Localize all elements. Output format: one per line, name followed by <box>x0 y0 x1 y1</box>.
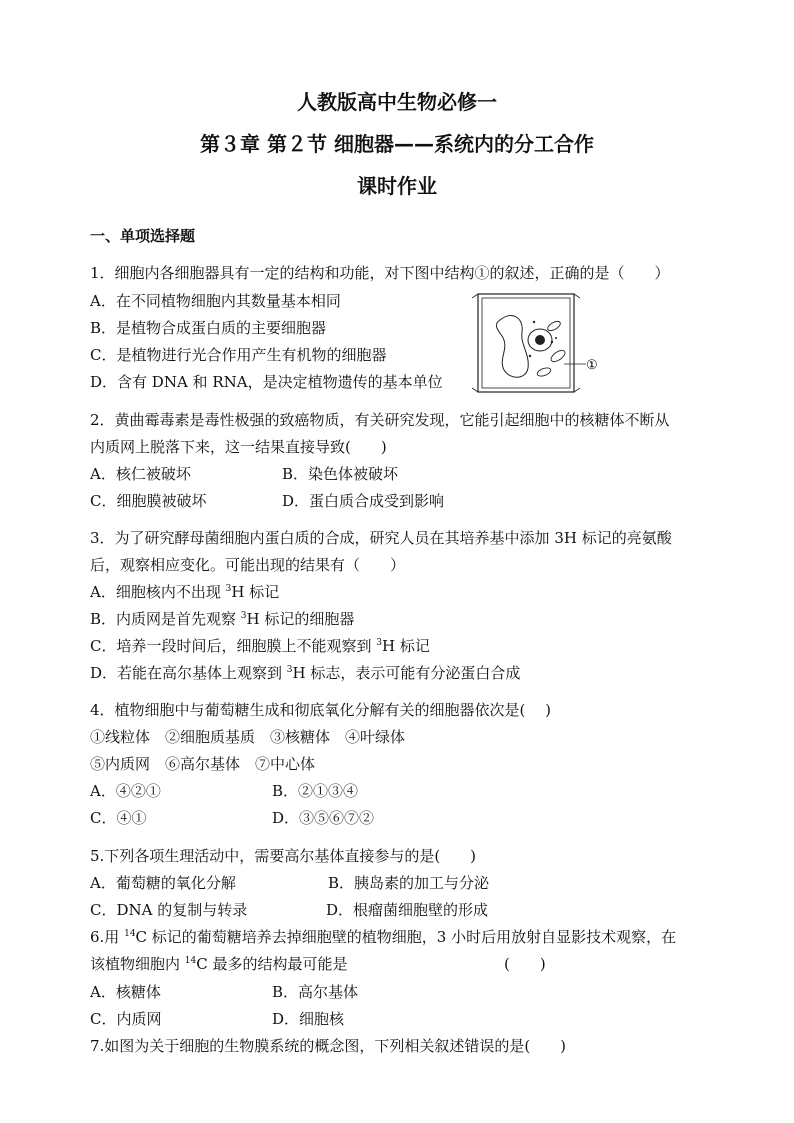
q2-stem-line1: 2．黄曲霉毒素是毒性极强的致癌物质，有关研究发现，它能引起细胞中的核糖体不断从 <box>90 411 670 429</box>
q6-option-c: C．内质网 <box>90 1010 162 1028</box>
plant-cell-figure <box>472 292 602 396</box>
q6-option-d: D．细胞核 <box>272 1010 345 1028</box>
figure-label: ① <box>586 358 598 373</box>
q3-option-c: C．培养一段时间后，细胞膜上不能观察到 $^3$H 标记 <box>90 637 430 655</box>
doc-title-line3: 课时作业 <box>357 174 437 198</box>
q4-stem: 4．植物细胞中与葡萄糖生成和彻底氧化分解有关的细胞器依次是( ) <box>90 701 552 719</box>
doc-title-line2: 第３章 第２节 细胞器——系统内的分工合作 <box>200 132 594 156</box>
section-title: 一、单项选择题 <box>90 227 196 245</box>
q3-stem-line1: 3．为了研究酵母菌细胞内蛋白质的合成，研究人员在其培养基中添加 3H 标记的亮氨酸 <box>90 529 672 547</box>
q2-option-d: D．蛋白质合成受到影响 <box>282 492 445 510</box>
q5-option-b: B．胰岛素的加工与分泌 <box>328 874 490 892</box>
q6-option-a: A．核糖体 <box>90 983 161 1001</box>
q1-option-d: D．含有 DNA 和 RNA，是决定植物遗传的基本单位 <box>90 373 443 391</box>
q4-items-line1: ①线粒体 ②细胞质基质 ③核糖体 ④叶绿体 <box>90 728 406 746</box>
q4-option-d: D．③⑤⑥⑦② <box>272 809 375 827</box>
q4-option-b: B．②①③④ <box>272 782 359 800</box>
q1-stem: 1．细胞内各细胞器具有一定的结构和功能，对下图中结构①的叙述，正确的是（ ） <box>90 264 670 282</box>
q1-option-c: C．是植物进行光合作用产生有机物的细胞器 <box>90 346 387 364</box>
q6-stem-line2: 该植物细胞内 $^{14}$C 最多的结构最可能是 <box>90 955 348 973</box>
q3-stem-line2: 后，观察相应变化。可能出现的结果有（ ） <box>90 556 406 574</box>
q6-stem-line1: 6.用 $^{14}$C 标记的葡萄糖培养去掉细胞壁的植物细胞，3 小时后用放射自显影技术观察，在 <box>90 928 677 946</box>
q4-option-c: C．④① <box>90 809 147 827</box>
q2-option-a: A．核仁被破坏 <box>90 465 191 483</box>
q1-option-a: A．在不同植物细胞内其数量基本相同 <box>90 292 341 310</box>
q5-option-a: A．葡萄糖的氧化分解 <box>90 874 236 892</box>
q6-answer-paren: ( ) <box>504 955 546 973</box>
q2-stem-line2: 内质网上脱落下来，这一结果直接导致( ) <box>90 438 387 456</box>
q5-option-d: D．根瘤菌细胞壁的形成 <box>326 901 489 919</box>
q5-stem: 5.下列各项生理活动中，需要高尔基体直接参与的是( ) <box>90 847 477 865</box>
q7-stem: 7.如图为关于细胞的生物膜系统的概念图，下列相关叙述错误的是( ) <box>90 1037 567 1055</box>
q4-option-a: A．④②① <box>90 782 161 800</box>
q1-option-b: B．是植物合成蛋白质的主要细胞器 <box>90 319 327 337</box>
q2-option-c: C．细胞膜被破坏 <box>90 492 207 510</box>
doc-title-line1: 人教版高中生物必修一 <box>297 90 497 114</box>
q3-option-d: D．若能在高尔基体上观察到 $^3$H 标志，表示可能有分泌蛋白合成 <box>90 664 521 682</box>
q5-option-c: C．DNA 的复制与转录 <box>90 901 248 919</box>
q4-items-line2: ⑤内质网 ⑥高尔基体 ⑦中心体 <box>90 755 316 773</box>
q6-option-b: B．高尔基体 <box>272 983 359 1001</box>
q3-option-b: B．内质网是首先观察 $^3$H 标记的细胞器 <box>90 610 355 628</box>
q3-option-a: A．细胞核内不出现 $^3$H 标记 <box>90 583 280 601</box>
q2-option-b: B．染色体被破坏 <box>282 465 399 483</box>
